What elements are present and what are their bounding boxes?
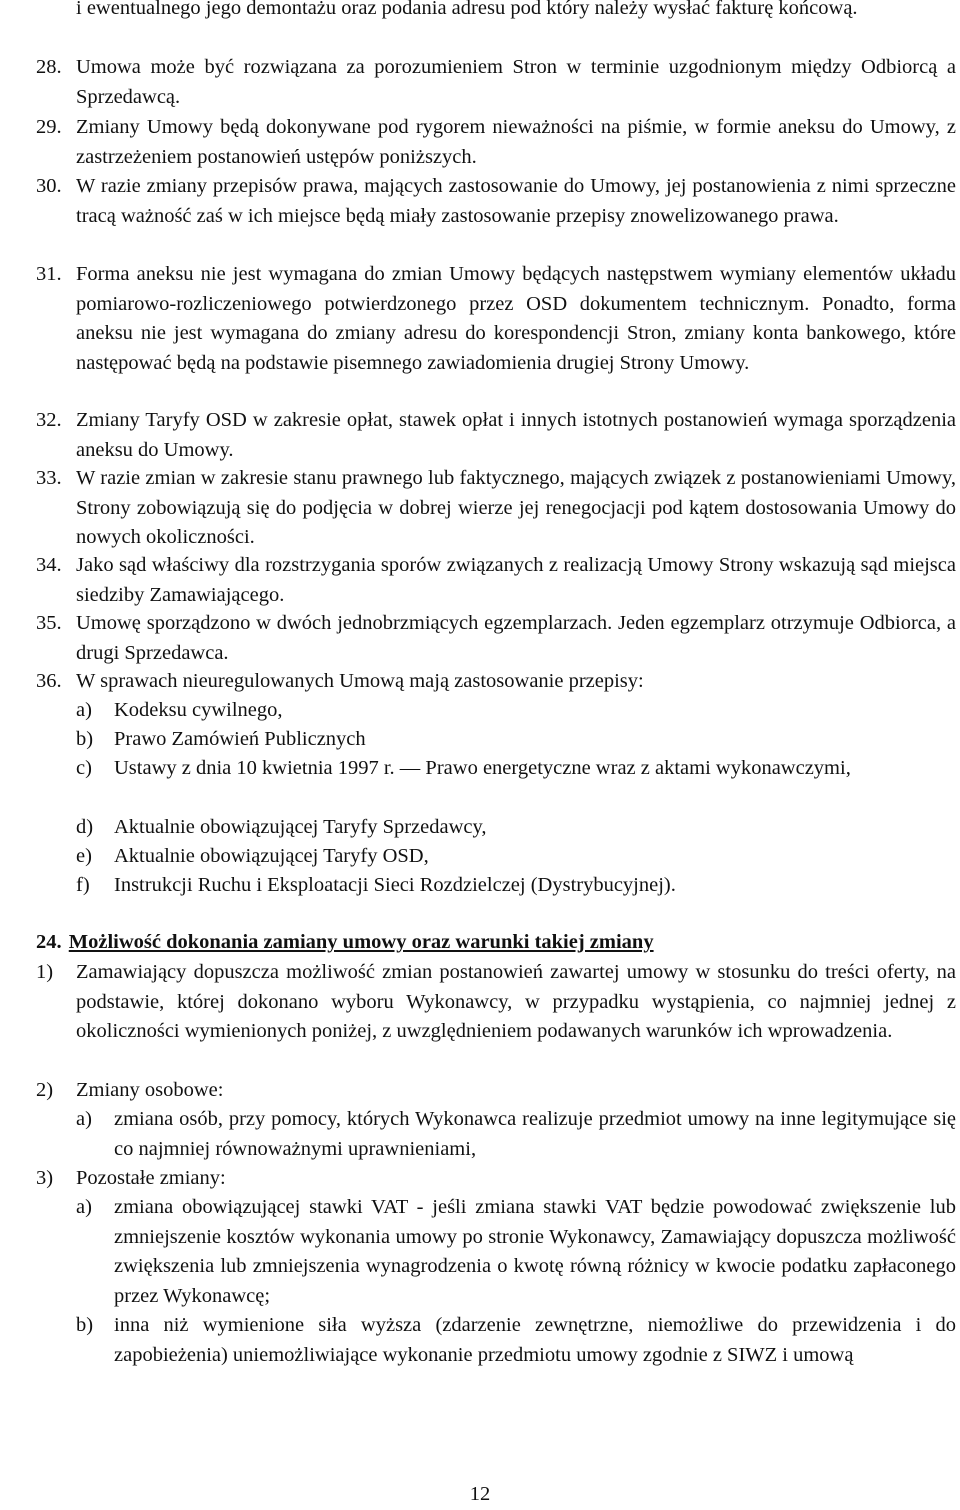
list-text: zmiana obowiązującej stawki VAT - jeśli zmiana stawki VAT będzie powodować zwiększenie lub zmniejszenie kosztów wykonania umowy po stronie Wykonawcy, Zamawiający dopuszcza możliwość zwiększenia lub zmniejszenia wynagrodzenia o kwotę równą różnicy w kwocie podatku zapłaconego przez Wykonawcę; [114, 1196, 956, 1307]
point36-item-e [76, 842, 956, 872]
point-text: Umowa może być rozwiązana za porozumieniem Stron w terminie uzgodnionym między Odbiorcą a Sprzedawcą. [76, 56, 956, 108]
point36-item-b [76, 725, 956, 755]
section-item-1 [36, 958, 956, 1047]
list-text: Kodeksu cywilnego, [114, 699, 283, 721]
point-34 [36, 551, 956, 610]
list-label: e) [76, 845, 92, 867]
point-number: 29. [36, 116, 62, 138]
list-label: f) [76, 874, 90, 896]
point-text: W razie zmian w zakresie stanu prawnego lub faktycznego, mających związek z postanowieniami Umowy, Strony zobowiązują się do podjęcia w dobrej wierze jej renegocjacji pod kątem dostosowania Umowy do nowych okoliczności. [76, 467, 956, 548]
personal-item-a [76, 1105, 956, 1164]
point-number: 31. [36, 263, 62, 285]
list-label: b) [76, 1314, 94, 1336]
item-number: 2) [36, 1079, 54, 1101]
list-text: Instrukcji Ruchu i Eksploatacji Sieci Rozdzielczej (Dystrybucyjnej). [114, 874, 676, 896]
list-label: d) [76, 816, 94, 838]
point-number: 35. [36, 612, 62, 634]
item-number: 3) [36, 1167, 54, 1189]
point-text: W sprawach nieuregulowanych Umową mają zastosowanie przepisy: [76, 670, 644, 692]
list-text: Prawo Zamówień Publicznych [114, 728, 366, 750]
section-number: 24. [36, 931, 62, 953]
list-text: Ustawy z dnia 10 kwietnia 1997 r. — Prawo energetyczne wraz z aktami wykonawczymi, [114, 757, 851, 779]
other-item-a [76, 1193, 956, 1311]
point-31 [36, 260, 956, 378]
point-number: 34. [36, 554, 62, 576]
point-text: Zmiany Taryfy OSD w zakresie opłat, stawek opłat i innych istotnych postanowień wymaga sporządzenia aneksu do Umowy. [76, 409, 956, 461]
point-number: 33. [36, 467, 62, 489]
section-item-3 [36, 1164, 956, 1194]
other-item-b [76, 1311, 956, 1370]
point-35 [36, 609, 956, 668]
section-heading [36, 928, 654, 958]
item-number: 1) [36, 961, 54, 983]
list-text: Aktualnie obowiązującej Taryfy Sprzedawcy, [114, 816, 487, 838]
point-32 [36, 406, 956, 465]
list-label: a) [76, 1196, 92, 1218]
point-36 [36, 667, 956, 697]
list-text: inna niż wymienione siła wyższa (zdarzenie zewnętrzne, niemożliwe do przewidzenia i do zapobieżenia) uniemożliwiające wykonanie przedmiotu umowy zgodnie z SIWZ i umową [114, 1314, 956, 1366]
point36-item-f [76, 871, 956, 901]
point-33 [36, 464, 956, 553]
point-text: Forma aneksu nie jest wymagana do zmian Umowy będących następstwem wymiany elementów układu pomiarowo-rozliczeniowego potwierdzonego przez OSD dokumentem technicznym. Ponadto, forma aneksu nie jest wymagana do zmiany adresu do korespondencji Stron, zmiany konta bankowego, które następować będą na podstawie pisemnego zawiadomienia drugiej Strony Umowy. [76, 263, 956, 374]
point-text: Jako sąd właściwy dla rozstrzygania sporów związanych z realizacją Umowy Strony wskazują sąd miejsca siedziby Zamawiającego. [76, 554, 956, 606]
point36-item-c [76, 754, 956, 784]
list-label: c) [76, 757, 92, 779]
item-text: Pozostałe zmiany: [76, 1167, 226, 1189]
list-text: Aktualnie obowiązującej Taryfy OSD, [114, 845, 429, 867]
point-number: 30. [36, 175, 62, 197]
point36-item-a [76, 696, 956, 726]
carryover-paragraph: i ewentualnego jego demontażu oraz podania adresu pod który należy wysłać fakturę końcową. [76, 0, 858, 19]
section-title: Możliwość dokonania zamiany umowy oraz warunki takiej zmiany [68, 931, 654, 953]
item-text: Zamawiający dopuszcza możliwość zmian postanowień zawartej umowy w stosunku do treści oferty, na podstawie, której dokonano wyboru Wykonawcy, w przypadku wystąpienia, co najmniej jednej z okoliczności wymienionych poniżej, z uwzględnieniem podawanych warunków ich wprowadzenia. [76, 961, 956, 1042]
point36-item-d [76, 813, 956, 843]
item-text: Zmiany osobowe: [76, 1079, 224, 1101]
list-text: zmiana osób, przy pomocy, których Wykonawca realizuje przedmiot umowy na inne legitymujące się co najmniej równoważnymi uprawnieniami, [114, 1108, 956, 1160]
point-28 [36, 53, 956, 112]
point-29 [36, 113, 956, 172]
point-text: Zmiany Umowy będą dokonywane pod rygorem nieważności na piśmie, w formie aneksu do Umowy, z zastrzeżeniem postanowień ustępów poniższych. [76, 116, 956, 168]
section-item-2 [36, 1076, 956, 1106]
point-number: 32. [36, 409, 62, 431]
point-30 [36, 172, 956, 231]
point-number: 28. [36, 56, 62, 78]
point-text: Umowę sporządzono w dwóch jednobrzmiących egzemplarzach. Jeden egzemplarz otrzymuje Odbiorca, a drugi Sprzedawca. [76, 612, 956, 664]
point-text: W razie zmiany przepisów prawa, mających zastosowanie do Umowy, jej postanowienia z nimi sprzeczne tracą ważność zaś w ich miejsce będą miały zastosowanie przepisy znowelizowanego prawa. [76, 175, 956, 227]
page-number: 12 [469, 1483, 491, 1505]
list-label: a) [76, 699, 92, 721]
point-number: 36. [36, 670, 62, 692]
list-label: a) [76, 1108, 92, 1130]
list-label: b) [76, 728, 94, 750]
